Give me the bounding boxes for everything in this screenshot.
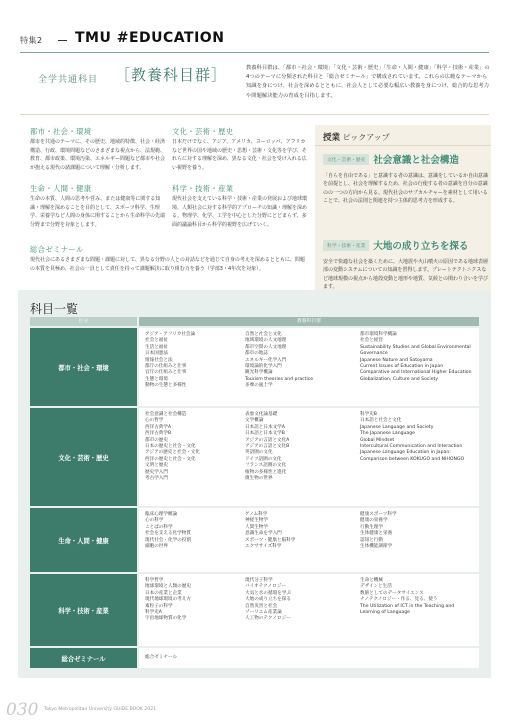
pickup-item-name: 社会意識と社会構造 <box>373 155 459 166</box>
section-heading-urban: 都市・社会・環境 <box>30 127 92 136</box>
subject-category-label: 全学共通科目 <box>38 75 99 85</box>
table-row <box>139 328 479 406</box>
section-body-life: 生命の本質、人間の思考や営み、または健康等に関する知識・理解を深めることを目的として、スポーツ科学、生理学、栄養学など人間の身体に関することから生命科学の先端分野まで分野を対象とします。 <box>30 196 166 228</box>
intro-paragraph: 教養科目群は、「都市・社会・環境」「文化・芸術・歴史」「生命・人間・健康」「科学・技術・産業」の4つのテーマに分類された科目と「総合ゼミナール」で構成されています。これらの広範なテーマから知識を身につけ、社会を深めるとともに、社会人として必要な幅広い教養を身につけ、総合的な思考力や問題解決能力の育成を目指します。 <box>246 65 490 99</box>
pickup-title-main: ピックアップ <box>342 133 390 142</box>
section-divider <box>20 114 489 115</box>
column-header-category: 区分 <box>30 317 137 326</box>
pickup-item-body: 安全で快適な社会を築くために、大地震や火山噴火の原因である地球表層部の変動システムについての知識を習得します。プレートテクトニクスなど地球規模の視点から地殻変動と地形や地質、気候との関わり合いを学びます。 <box>323 259 489 291</box>
pickup-title-prefix: 授業 <box>323 133 341 143</box>
course-list-column: 自然と社会と文化 地域環境の人文地理 都市空間の人文地理 都市の地誌 エネルギー化学入門 環境論的化学入門 観光科学概論 Tourism theories and practice 多摩の風土学 <box>245 332 314 389</box>
row-label-seminar: 総合ゼミナール <box>30 648 137 668</box>
pickup-title <box>323 131 390 143</box>
section-body-urban: 都市を共通のテーマに、その歴史、地域的特徴、社会・経済構造、行政、環境問題などのさまざまな視点から、法規範、教育、都市政策、環境汚染、エネルギー問題など都市や社会が抱える現代の諸課題について理解・分析します。 <box>30 139 166 171</box>
header-divider <box>20 52 489 53</box>
section-body-science: 現代社会を支えている科学・技術・産業の発展および地球環境、人類社会に対する科学的アプローチの知識・理解を深める。物理学、化学、工学を中心とした分野にとどまらず、多面的議論科目から科学的視野を広げていく。 <box>172 196 308 228</box>
section-body-seminar: 現代社会にあるさまざまな問題・課題に対して、異なる分野の人との対話などを通じて自身の考えを深めるとともに、問題の本質を見極め、社会の一員として責任を持って課題解決に取り組む力を養う（学部3・4年次を対象）。 <box>30 257 305 272</box>
feature-title: TMU #EDUCATION <box>75 30 225 46</box>
section-heading-culture: 文化・芸術・歴史 <box>172 127 234 136</box>
table-row <box>139 648 479 668</box>
course-list-column: 科学哲学 地球環境と人類の歴史 日本の産業と企業 現代地球環境の考え方 素粒子の科学 科学史A 宇宙地球物質の化学 <box>145 578 191 622</box>
course-list-title: 科目一覧 <box>30 302 79 316</box>
row-label-science: 科学・技術・産業 <box>30 574 137 646</box>
row-label-culture: 文化・芸術・歴史 <box>30 408 137 506</box>
header-rule <box>58 40 67 41</box>
pickup-item <box>323 152 488 206</box>
page-number: 030 <box>6 700 39 720</box>
pickup-item-tag: 文化・芸術・歴史 <box>323 154 369 165</box>
course-list-column: 社会意識と社会構造 心の哲学 西洋古典学A 西洋古典学B 都市の歴史 日本の歴史と社会・文化 アジアの歴史と社会・文化 西洋の歴史と社会・文化 文明と歴史 歴史学入門 考古学入門 <box>145 412 200 482</box>
section-body-culture: 日本だけでなく、アジア、アメリカ、ヨーロッパ、アフリカなど世界の国や地域の歴史・思想・芸術・文化等を学び、それらに対する理解を深め、異なる文化・社会を受け入れる広い視野を養う。 <box>172 139 307 171</box>
pickup-item-tag: 科学・技術・産業 <box>323 240 369 251</box>
pickup-item <box>323 238 488 292</box>
course-list-column: 科学史B 日本語と社会と文化 Japanese Language and Society The Japanese Language Global Mindset Intercultural Communication and Interaction Japanese Language Education in Japan: Comparison between KOKUGO and NIHONGO <box>360 412 465 462</box>
course-list-column: アジア・アフリカ社会論 社会と福祉 生活と福祉 日本国憲法 情報社会と法 都庁の仕組みと仕事 官庁の仕組みと仕事 生態と環境 動物の生態と多様性 <box>145 332 196 389</box>
course-list-column: ゲノム科学 神経生物学 人間生物学 意識生命を学入門 スポーツ・健康と脳科学 エクササイズ科学 <box>245 512 296 550</box>
pickup-divider <box>315 145 491 146</box>
table-row <box>139 508 479 572</box>
row-label-urban: 都市・社会・環境 <box>30 328 137 406</box>
feature-label: 特集2 <box>20 36 43 45</box>
column-header-subjects: 教養科目群 <box>139 317 479 326</box>
subject-group-title: ［教養科目群］ <box>115 66 228 84</box>
course-list-column: 都市環境科学概論 社会と経営 Sustainability Studies and Global Environmental Governance Japanese Nature and Satoyama Current Issues of Education in Japan Comparative and International Higher Education Globalization, Culture and Society <box>360 332 472 382</box>
section-heading-life: 生命・人間・健康 <box>30 184 92 193</box>
course-list-column: 生命と機械 デザインと生活 数値としてのデータサイエンス ナノテクノロジー・作る、見る、使う The Utilization of ICT in the Teaching and Learning of Language <box>360 578 455 616</box>
section-heading-science: 科学・技術・産業 <box>172 184 234 193</box>
section-heading-seminar: 総合ゼミナール <box>30 245 84 254</box>
course-list-column: 健康スポーツ科学 健康の栄養学 行動生理学 生体健康と栄養 認知と行動 生体機能調節学 <box>360 512 397 550</box>
course-list-column: 臨床心理学概論 心の科学 ことばの科学 社会を支える化学物質 現代社会・化学の役割 細胞の世界 <box>145 512 191 550</box>
table-row <box>139 408 479 506</box>
footer-publication: Tokyo Metropolitan University GUIDE BOOK 2021 <box>44 707 157 712</box>
course-list-column: 現代分子科学 バイオテクノロジー 大気と水の循環を学ぶ 大地の成り立ちを探る 自然災害と社会 ゾーリエム産業論 人工物のテクノロジー <box>245 578 291 622</box>
table-row <box>139 574 479 646</box>
pickup-item-name: 大地の成り立ちを探る <box>373 241 469 252</box>
course-list-column: 総合ゼミナール <box>145 654 178 660</box>
row-label-life: 生命・人間・健康 <box>30 508 137 572</box>
pickup-item-body: 「自らを自由である」と意識する者の意識は、意識をしているか自由意識を前提とし、社会を理解するため、社会の行使する者の意識を自分の意識のの一つの方向から見る。現代社会のサブカルチャーを素材として用いることで、社会の法則と関連を持つ主体的思考力を形成する。 <box>323 173 489 205</box>
course-list-column: 表象文化論基礎 文学概論 日本語と日本文学A 日本語と日本文学B アジアの言語と文化A アジアの言語と文化B 英語圏の文化 ドイツ語圏の文化 フランス語圏の文化 植物の多様性と進化 微生物の世界 <box>245 412 290 482</box>
